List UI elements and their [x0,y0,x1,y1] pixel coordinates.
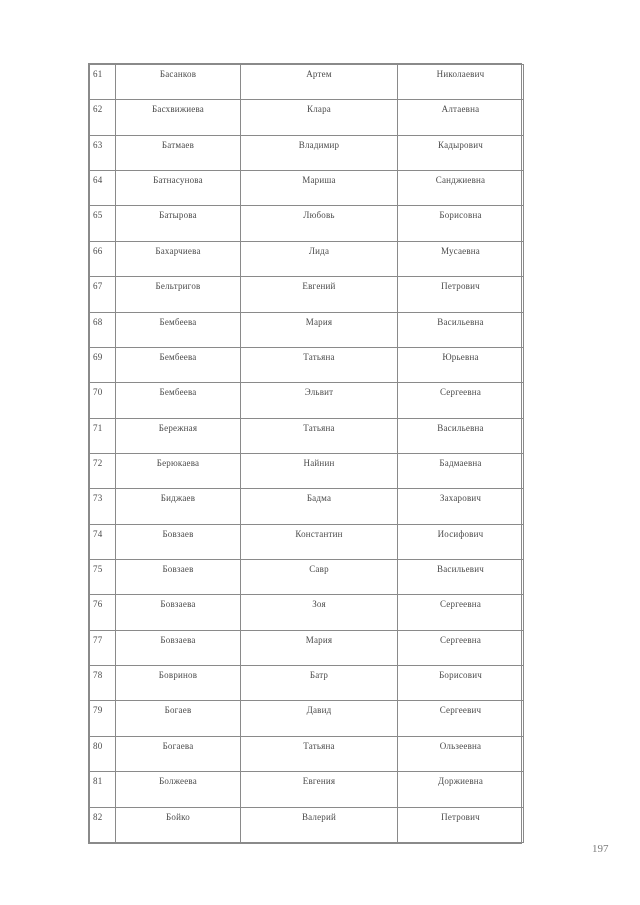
row-number: 82 [90,807,116,842]
name-cell: Татьяна [241,736,398,771]
patronymic-cell: Васильевна [398,418,524,453]
name-cell: Бадма [241,489,398,524]
name-cell: Давид [241,701,398,736]
name-cell: Артем [241,65,398,100]
table-row [90,630,524,665]
name-cell: Евгения [241,772,398,807]
table-row [90,736,524,771]
name-cell: Владимир [241,135,398,170]
row-number: 68 [90,312,116,347]
surname-cell: Болжеева [116,772,241,807]
table-row [90,135,524,170]
surname-cell: Богаева [116,736,241,771]
surname-cell: Бовзаева [116,595,241,630]
patronymic-cell: Борисовна [398,206,524,241]
surname-cell: Бельтригов [116,277,241,312]
surname-cell: Бембеева [116,347,241,382]
table-row [90,383,524,418]
surname-cell: Бембеева [116,383,241,418]
row-number: 65 [90,206,116,241]
surname-cell: Батнасунова [116,171,241,206]
surname-cell: Басанков [116,65,241,100]
patronymic-cell: Сергеевна [398,383,524,418]
row-number: 69 [90,347,116,382]
people-table [88,63,522,844]
table-row [90,453,524,488]
surname-cell: Бовринов [116,666,241,701]
row-number: 67 [90,277,116,312]
patronymic-cell: Петрович [398,807,524,842]
patronymic-cell: Васильевна [398,312,524,347]
name-cell: Мариша [241,171,398,206]
surname-cell: Бовзаева [116,630,241,665]
row-number: 75 [90,560,116,595]
table-row [90,595,524,630]
patronymic-cell: Алтаевна [398,100,524,135]
patronymic-cell: Петрович [398,277,524,312]
patronymic-cell: Борисович [398,666,524,701]
name-cell: Мария [241,630,398,665]
table-row [90,701,524,736]
table-row [90,171,524,206]
patronymic-cell: Васильевич [398,560,524,595]
surname-cell: Богаев [116,701,241,736]
patronymic-cell: Бадмаевна [398,453,524,488]
patronymic-cell: Николаевич [398,65,524,100]
row-number: 73 [90,489,116,524]
patronymic-cell: Санджиевна [398,171,524,206]
row-number: 74 [90,524,116,559]
patronymic-cell: Сергеевна [398,630,524,665]
name-cell: Татьяна [241,347,398,382]
surname-cell: Бойко [116,807,241,842]
table-row [90,418,524,453]
table-body [90,65,524,843]
row-number: 81 [90,772,116,807]
table-row [90,65,524,100]
patronymic-cell: Иосифович [398,524,524,559]
surname-cell: Батмаев [116,135,241,170]
table-row [90,100,524,135]
table-row [90,772,524,807]
row-number: 63 [90,135,116,170]
row-number: 80 [90,736,116,771]
patronymic-cell: Мусаевна [398,241,524,276]
name-cell: Эльвит [241,383,398,418]
row-number: 77 [90,630,116,665]
name-cell: Батр [241,666,398,701]
surname-cell: Биджаев [116,489,241,524]
row-number: 62 [90,100,116,135]
name-cell: Константин [241,524,398,559]
row-number: 79 [90,701,116,736]
page-number: 197 [592,843,609,855]
table-row [90,524,524,559]
row-number: 76 [90,595,116,630]
patronymic-cell: Захарович [398,489,524,524]
surname-cell: Бахарчиева [116,241,241,276]
table-row [90,489,524,524]
surname-cell: Бовзаев [116,560,241,595]
row-number: 70 [90,383,116,418]
table-row [90,560,524,595]
name-cell: Клара [241,100,398,135]
patronymic-cell: Кадырович [398,135,524,170]
patronymic-cell: Доржиевна [398,772,524,807]
table-row [90,312,524,347]
surname-cell: Батырова [116,206,241,241]
table-row [90,347,524,382]
name-cell: Савр [241,560,398,595]
name-cell: Зоя [241,595,398,630]
row-number: 78 [90,666,116,701]
row-number: 71 [90,418,116,453]
name-cell: Найнин [241,453,398,488]
patronymic-cell: Сергеевич [398,701,524,736]
table-row [90,666,524,701]
surname-cell: Берюкаева [116,453,241,488]
table-row [90,206,524,241]
table-row [90,277,524,312]
patronymic-cell: Сергеевна [398,595,524,630]
row-number: 61 [90,65,116,100]
patronymic-cell: Ользеевна [398,736,524,771]
name-cell: Лида [241,241,398,276]
name-cell: Любовь [241,206,398,241]
table-row [90,241,524,276]
surname-cell: Бережная [116,418,241,453]
surname-cell: Басхвижиева [116,100,241,135]
name-cell: Евгений [241,277,398,312]
name-cell: Татьяна [241,418,398,453]
row-number: 64 [90,171,116,206]
patronymic-cell: Юрьевна [398,347,524,382]
table-row [90,807,524,842]
row-number: 72 [90,453,116,488]
surname-cell: Бембеева [116,312,241,347]
surname-cell: Бовзаев [116,524,241,559]
row-number: 66 [90,241,116,276]
name-cell: Валерий [241,807,398,842]
name-cell: Мария [241,312,398,347]
